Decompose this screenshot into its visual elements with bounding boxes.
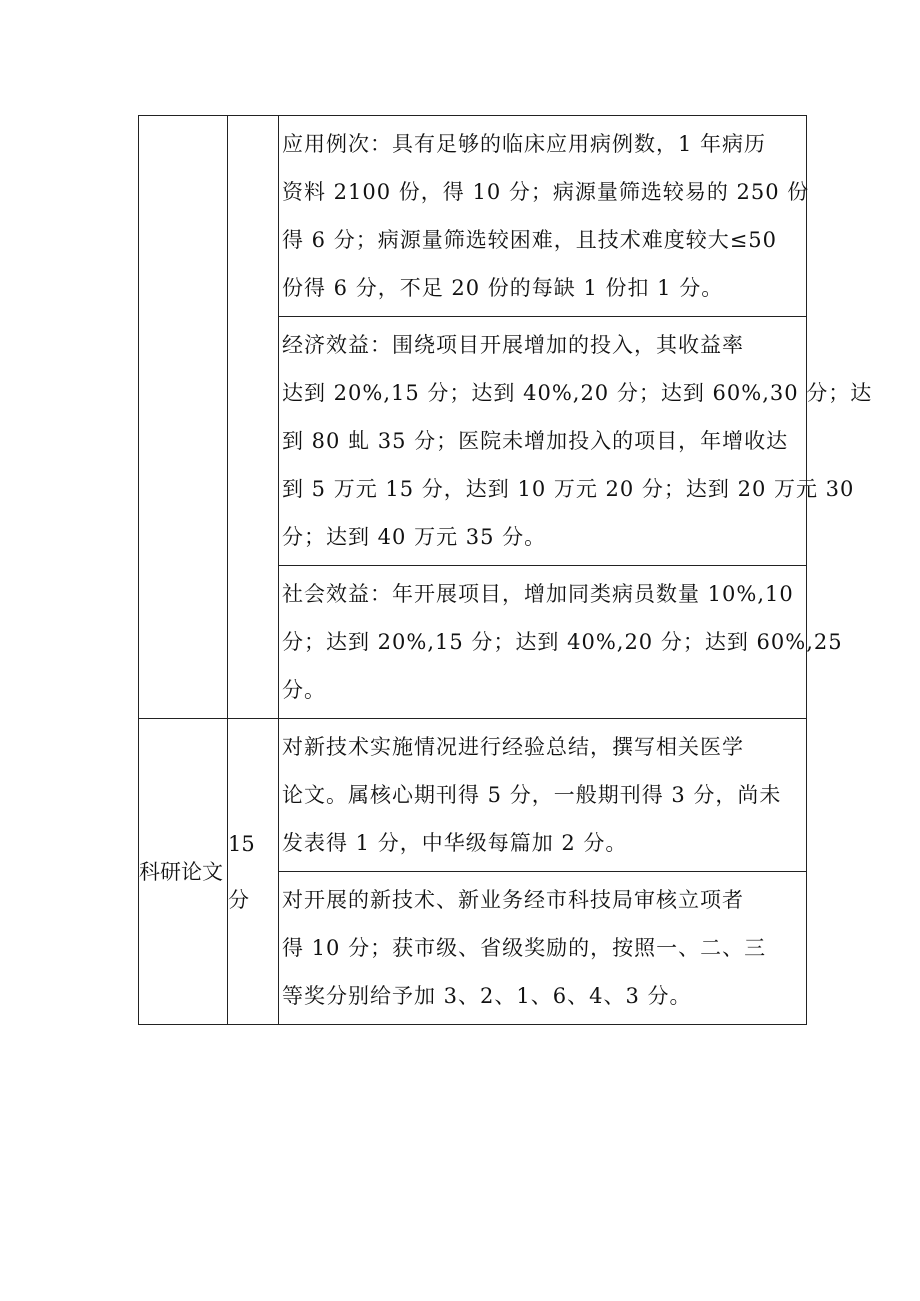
criteria-cell (279, 719, 807, 872)
criteria-line: 论文。属核心期刊得 5 分，一般期刊得 3 分，尚未 (282, 783, 782, 807)
criteria-line: 分。 (282, 678, 326, 702)
criteria-line: 到 80 虬 35 分；医院未增加投入的项目，年增收达 (282, 429, 789, 453)
criteria-line: 分；达到 20%,15 分；达到 40%,20 分；达到 60%,25 (282, 630, 843, 654)
criteria-line: 份得 6 分，不足 20 份的每缺 1 份扣 1 分。 (282, 276, 724, 300)
criteria-cell (279, 872, 807, 1025)
scoring-table (138, 115, 873, 1025)
criteria-line: 达到 20%,15 分；达到 40%,20 分；达到 60%,30 分；达 (282, 381, 873, 405)
criteria-line: 到 5 万元 15 分，达到 10 万元 20 分；达到 20 万元 30 (282, 477, 855, 501)
criteria-cell (279, 317, 873, 566)
criteria-line: 得 6 分；病源量筛选较困难，且技术难度较大≤50 (282, 228, 778, 252)
criteria-line: 得 10 分；获市级、省级奖励的，按照一、二、三 (282, 936, 767, 960)
criteria-cell (279, 566, 843, 719)
criteria-line: 等奖分别给予加 3、2、1、6、4、3 分。 (282, 984, 692, 1008)
criteria-cell (279, 116, 810, 317)
criteria-line: 分；达到 40 万元 35 分。 (282, 525, 547, 549)
table-row (139, 719, 807, 872)
table-row (139, 116, 807, 317)
category-cell-empty (139, 116, 228, 719)
criteria-line: 资料 2100 份，得 10 分；病源量筛选较易的 250 份 (282, 180, 810, 204)
score-cell-empty (228, 116, 279, 719)
criteria-line: 应用例次：具有足够的临床应用病例数，1 年病历 (282, 132, 767, 156)
criteria-line: 经济效益：围绕项目开展增加的投入，其收益率 (282, 333, 744, 357)
score-cell (228, 719, 279, 1025)
criteria-line: 发表得 1 分，中华级每篇加 2 分。 (282, 831, 628, 855)
criteria-line: 社会效益：年开展项目，增加同类病员数量 10%,10 (282, 582, 794, 606)
category-cell (139, 719, 228, 1025)
criteria-line: 对新技术实施情况进行经验总结，撰写相关医学 (282, 735, 744, 759)
category-label: 科研论文 (139, 859, 223, 884)
criteria-line: 对开展的新技术、新业务经市科技局审核立项者 (282, 888, 744, 912)
score-label: 15 分 (228, 831, 255, 912)
